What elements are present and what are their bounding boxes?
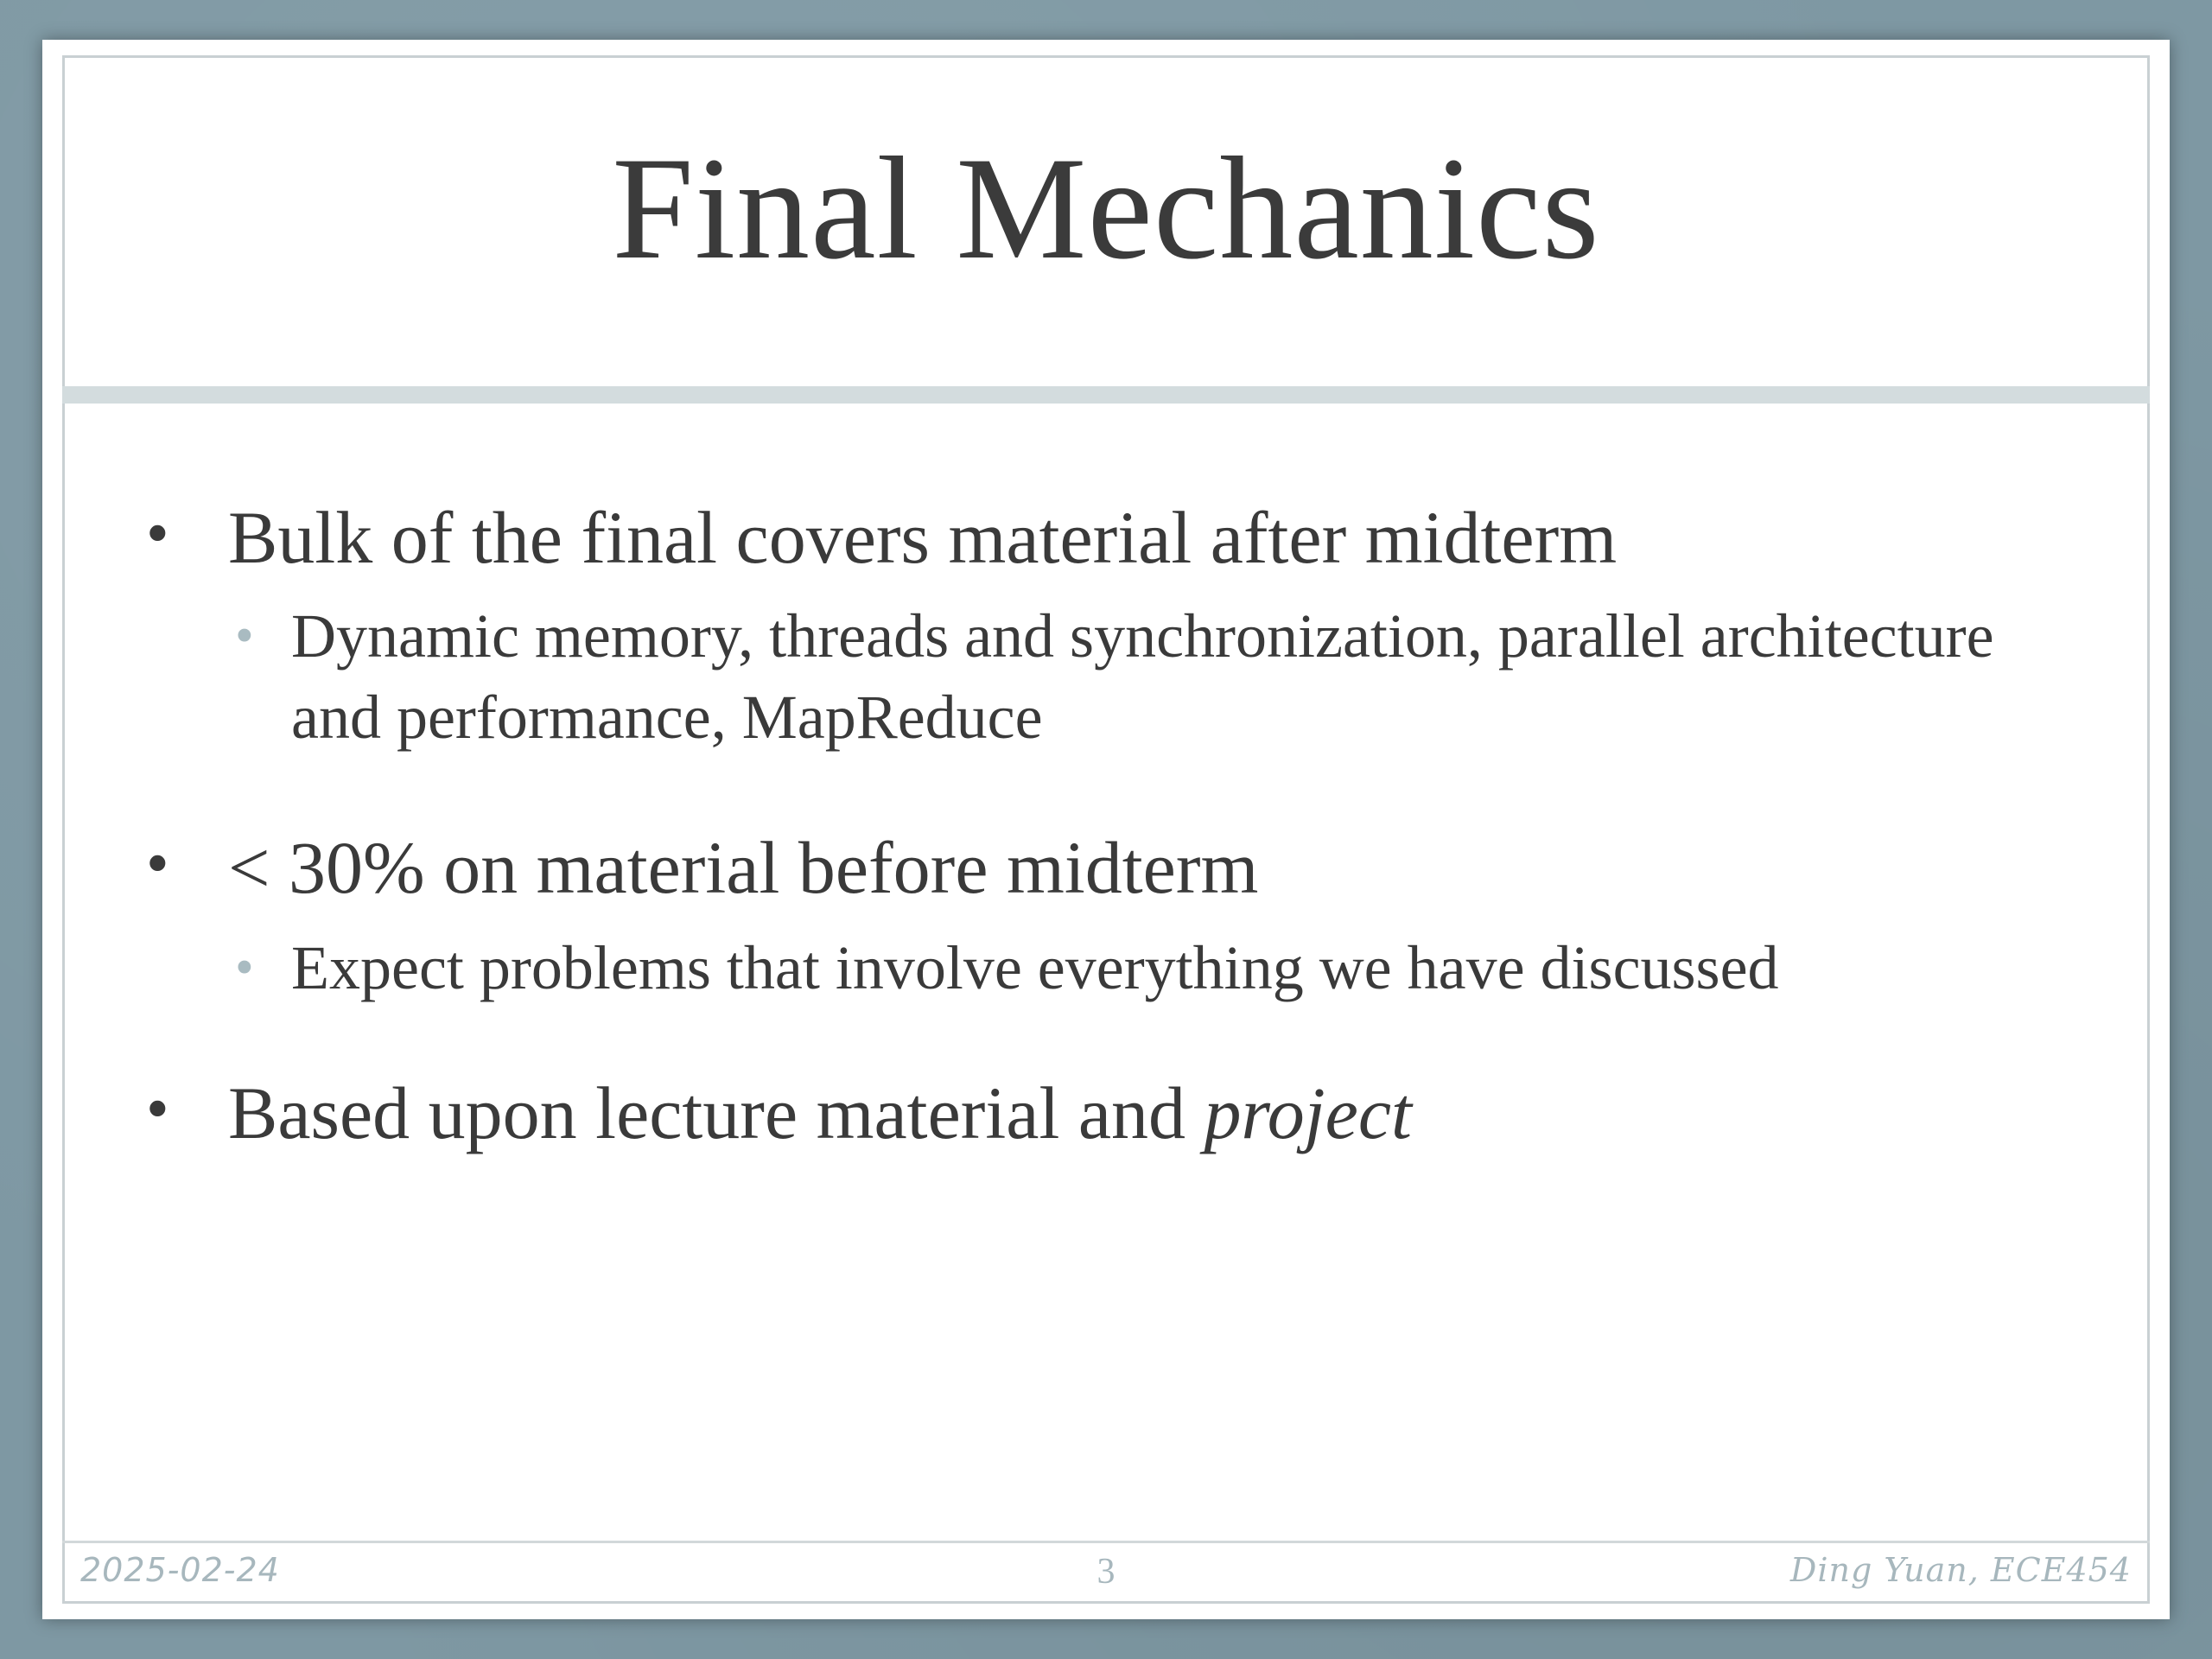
sub-bullet-1-text: Dynamic memory, threads and synchronization, parallel architecture and performance, MapReduce bbox=[291, 601, 1994, 752]
bullet-dot: • bbox=[146, 827, 169, 899]
bullet-1-text: Bulk of the final covers material after midterm bbox=[228, 496, 1618, 579]
bullet-dot: • bbox=[146, 497, 169, 569]
bullet-3-text bbox=[228, 1071, 1412, 1154]
sub-bullet-2-text: Expect problems that involve everything we have discussed bbox=[291, 933, 1779, 1002]
footer-page-number: 3 bbox=[1096, 1552, 1116, 1592]
footer-date: 2025-02-24 bbox=[80, 1551, 280, 1589]
slide-body bbox=[42, 40, 2170, 1619]
sub-bullet-dot: • bbox=[235, 938, 254, 997]
slide-title: Final Mechanics bbox=[612, 127, 1600, 289]
bullet-2-text: < 30% on material before midterm bbox=[228, 826, 1259, 909]
footer-divider bbox=[62, 1541, 2150, 1543]
bullet-3-text-plain: Based upon lecture material and bbox=[228, 1071, 1205, 1154]
bullet-3-text-italic: project bbox=[1204, 1071, 1412, 1154]
bullet-dot: • bbox=[146, 1072, 169, 1145]
footer-author: Ding Yuan, ECE454 bbox=[1789, 1551, 2132, 1589]
slide bbox=[42, 40, 2170, 1619]
sub-bullet-dot: • bbox=[235, 607, 254, 665]
